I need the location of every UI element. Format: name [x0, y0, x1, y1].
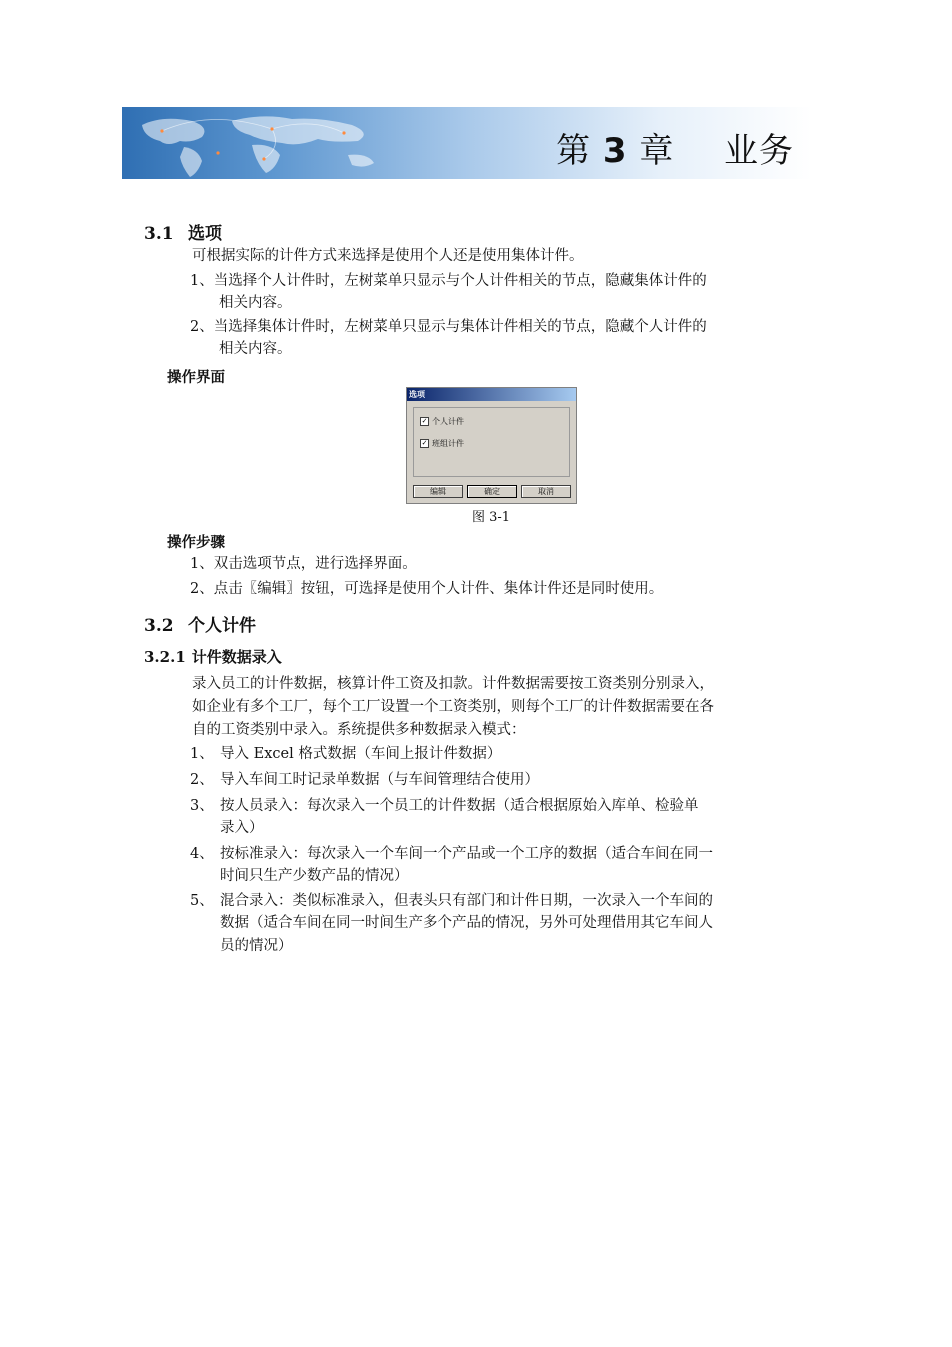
- list-item: [190, 270, 707, 292]
- subsection-heading-3-2-1: [144, 646, 282, 667]
- checkbox-check-icon: ✓: [421, 417, 428, 425]
- checkbox-team[interactable]: [420, 438, 464, 449]
- list-marker: 2、: [190, 319, 214, 335]
- options-dialog: [406, 387, 577, 504]
- list-item: [190, 316, 707, 338]
- checkbox-label: 班组计件: [432, 439, 464, 448]
- chapter-banner: [122, 107, 812, 179]
- figure-caption: 图 3-1: [472, 510, 511, 525]
- list-marker: 3、: [190, 798, 214, 814]
- list-marker: 5、: [190, 893, 214, 909]
- chapter-name: 业务: [724, 131, 794, 171]
- chapter-title: [556, 123, 794, 172]
- checkbox-check-icon: ✓: [421, 439, 428, 447]
- list-text: 按标准录入：每次录入一个车间一个产品或一个工序的数据（适合车间在同一: [220, 846, 713, 862]
- list-marker: 4、: [190, 846, 214, 862]
- list-item: [190, 743, 501, 765]
- ok-button[interactable]: 确定: [467, 485, 517, 498]
- list-text: 导入车间工时记录单数据（与车间管理结合使用）: [220, 772, 539, 788]
- edit-button[interactable]: 编辑: [413, 485, 463, 498]
- list-text-continued: 相关内容。: [219, 341, 292, 357]
- list-item: [190, 795, 699, 817]
- paragraph-line: 录入员工的计件数据，核算计件工资及扣款。计件数据需要按工资类别分别录入，: [192, 676, 714, 692]
- chapter-suffix: 章: [639, 131, 675, 171]
- list-marker: 1、: [190, 746, 214, 762]
- list-text: 按人员录入：每次录入一个员工的计件数据（适合根据原始入库单、检验单: [220, 798, 699, 814]
- section-heading-3-1: [144, 219, 222, 244]
- section-title: 选项: [188, 224, 222, 244]
- dialog-title: 选项: [407, 388, 576, 401]
- step-item: 2、点击〖编辑〗按钮，可选择是使用个人计件、集体计件还是同时使用。: [190, 581, 664, 597]
- list-text: 导入 Excel 格式数据（车间上报计件数据）: [220, 746, 502, 762]
- cancel-button[interactable]: 取消: [521, 485, 571, 498]
- ui-heading: 操作界面: [167, 370, 225, 386]
- checkbox-label: 个人计件: [432, 417, 464, 426]
- chapter-label: 第: [556, 131, 592, 171]
- list-marker: 2、: [190, 772, 214, 788]
- step-item: 1、双击选项节点，进行选择界面。: [190, 556, 417, 572]
- world-map-graphic: [122, 107, 542, 179]
- list-item: [190, 890, 713, 912]
- list-text-continued: 录入）: [220, 820, 264, 836]
- list-text-continued: 时间只生产少数产品的情况）: [220, 868, 409, 884]
- chapter-number: 3: [602, 131, 628, 171]
- list-text: 当选择个人计件时，左树菜单只显示与个人计件相关的节点，隐藏集体计件的: [213, 273, 707, 289]
- section-heading-3-2: [144, 611, 256, 636]
- section-intro: 可根据实际的计件方式来选择是使用个人还是使用集体计件。: [192, 248, 584, 264]
- list-text-continued: 相关内容。: [219, 295, 292, 311]
- checkbox-personal[interactable]: [420, 416, 464, 427]
- list-item: [190, 769, 539, 791]
- list-text-continued: 员的情况）: [220, 938, 293, 954]
- paragraph-line: 如企业有多个工厂，每个工厂设置一个工资类别，则每个工厂的计件数据需要在各: [192, 699, 714, 715]
- steps-heading: 操作步骤: [167, 535, 225, 551]
- section-number: 3.2: [144, 616, 174, 636]
- list-item: [190, 843, 713, 865]
- list-text: 混合录入：类似标准录入，但表头只有部门和计件日期，一次录入一个车间的: [220, 893, 713, 909]
- list-marker: 1、: [190, 273, 214, 289]
- section-title: 个人计件: [188, 616, 256, 636]
- paragraph-line: 自的工资类别中录入。系统提供多种数据录入模式：: [192, 722, 526, 738]
- list-text: 当选择集体计件时，左树菜单只显示与集体计件相关的节点，隐藏个人计件的: [213, 319, 707, 335]
- subsection-number: 3.2.1: [144, 648, 186, 666]
- list-text-continued: 数据（适合车间在同一时间生产多个产品的情况，另外可处理借用其它车间人: [220, 915, 713, 931]
- dialog-group-box: [413, 407, 570, 477]
- subsection-title: 计件数据录入: [191, 648, 282, 666]
- section-number: 3.1: [144, 224, 174, 244]
